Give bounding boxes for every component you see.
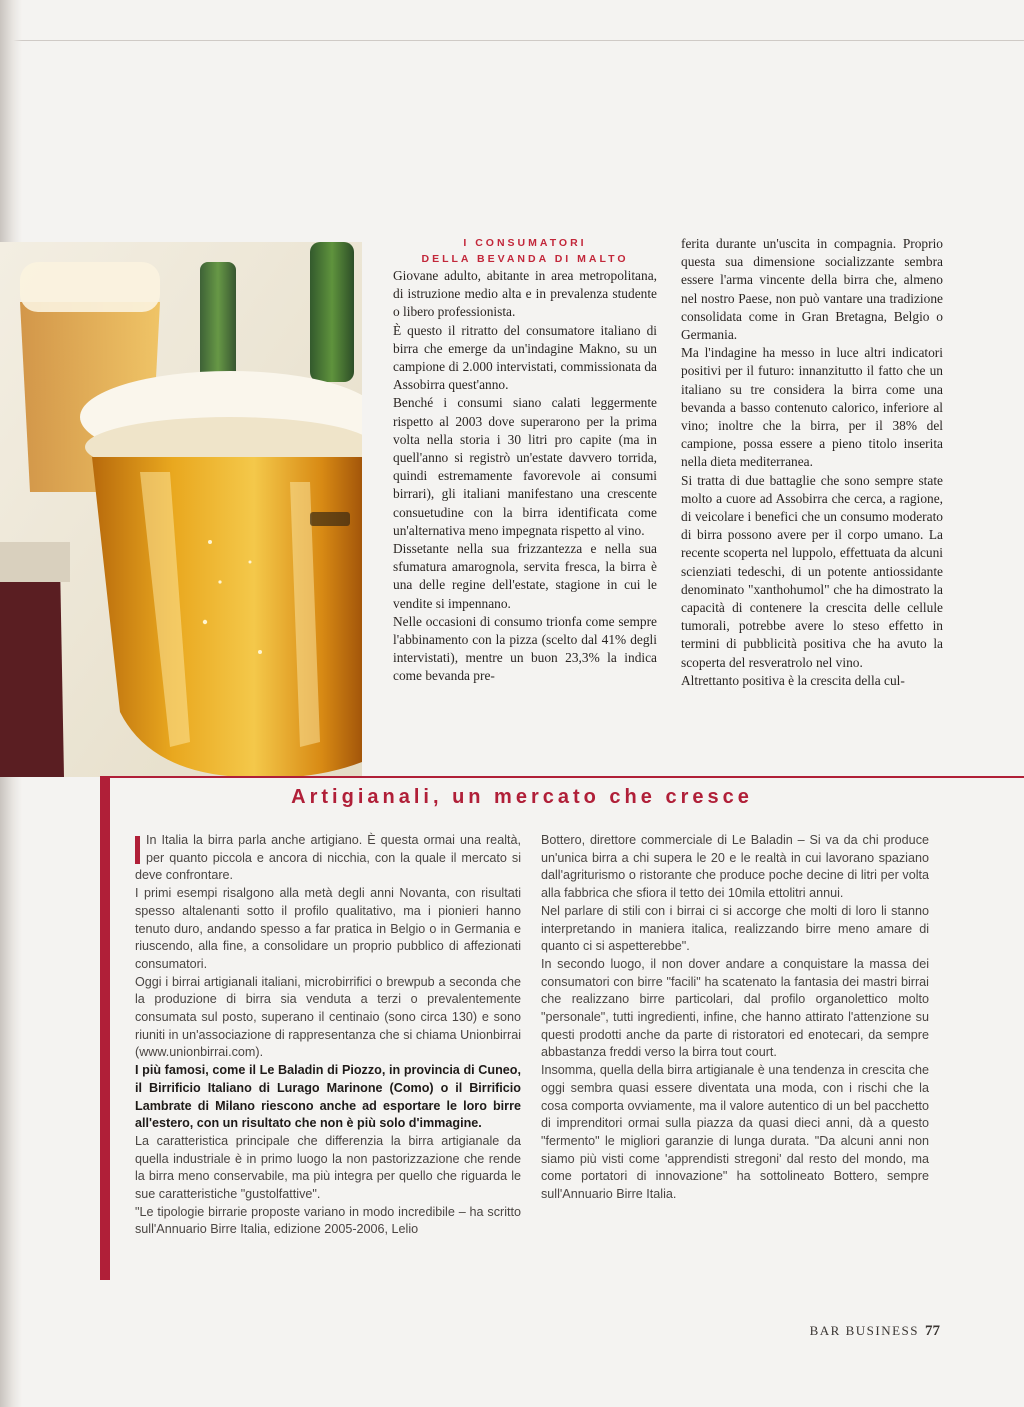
article-paragraph: Nelle occasioni di consumo trionfa come sempre l'abbinamento con la pizza (scelto dal 41% degli intervistati), mentre un buon 23,3% la indica come bevanda pre- <box>393 613 657 684</box>
kicker-line-2: DELLA BEVANDA DI MALTO <box>421 253 629 265</box>
sidebar-paragraph-bold: I più famosi, come il Le Baladin di Piozzo, in provincia di Cuneo, il Birrificio Italiano di Lurago Marinone (Como) o il Birrificio Lambrate di Milano riescono anche ad esportare le loro birre all'estero, con un risultato che non è più solo d'immagine. <box>135 1063 521 1131</box>
article-column-right <box>681 235 943 690</box>
article-paragraph: Si tratta di due battaglie che sono sempre state molto a cuore ad Assobirra che cerca, a ragione, di veicolare i benefici che un consumo moderato di birra possono avere per il corpo umano. La recente scoperta nel luppolo, effettuata da alcuni scienziati tedeschi, di un potente antiossidante denominato "xanthohumol" che ha dimostrato la capacità di contenere la crescita delle cellule tumorali, potrebbe avere lo steso effetto in termini di pubblicità positiva che ha avuto la scoperta del resveratrolo nel vino. <box>681 472 943 670</box>
sidebar-title: Artigianali, un mercato che cresce <box>291 786 753 808</box>
sidebar-paragraph: Insomma, quella della birra artigianale è una tendenza in crescita che oggi sembra quasi essere diventata una moda, con i rischi che la cosa comporta ovviamente, ma il valore autentico di un bel pacchetto di imprenditori ormai sulla piazza da quasi dieci anni, dà a questo "fermento" le migliori garanzie di lunga durata. "Da alcuni anni non siamo più visti come 'apprendisti stregoni' dal resto del mondo, ma come portatori di innovazione" ha sottolineato Bottero, sempre sull'Annuario Birre Italia. <box>541 1063 929 1202</box>
page-footer <box>790 1323 940 1340</box>
beer-glasses-photo <box>0 242 362 777</box>
dropcap-marker <box>135 836 140 864</box>
article-paragraph: Ma l'indagine ha messo in luce altri indicatori positivi per il futuro: innanzitutto il fatto che un italiano su tre considera la birra come una bevanda a basso contenuto calorico, inferiore al vino; inoltre che la birra, per il 38% del campione, possa essere a pieno titolo inserita nella dieta mediterranea. <box>681 345 943 470</box>
sidebar-paragraph: Bottero, direttore commerciale di Le Baladin – Si va da chi produce un'unica birra a chi supera le 20 e le realtà in cui lavorano spaziano dall'agriturismo o ristorante che produce poche decine di litri per volta alla fabbrica che sfiora il tetto dei 10mila ettolitri annui. <box>541 833 929 901</box>
sidebar-paragraph: "Le tipologie birrarie proposte variano in modo incredibile – ha scritto sull'Annuario Birre Italia, edizione 2005-2006, Lelio <box>135 1204 521 1237</box>
sidebar-paragraph: I primi esempi risalgono alla metà degli anni Novanta, con risultati spesso altalenanti sotto il profilo qualitativo, ma i pionieri hanno tenuto duro, andando spesso a far pratica in Belgio o in Germania e riuscendo, alla fine, a consolidare un proprio pubblico di affezionati consumatori. <box>135 886 521 971</box>
article-paragraph: Giovane adulto, abitante in area metropolitana, di istruzione medio alta e in prevalenza studente o libero professionista. <box>393 268 657 320</box>
sidebar-paragraph: La caratteristica principale che differenzia la birra artigianale da quella industriale è in primo luogo la non pastorizzazione che rende la birra meno conservabile, ma più integra per quello che riguarda le sue caratteristiche "gustolfattive". <box>135 1133 521 1202</box>
kicker-line-1: I CONSUMATORI <box>463 237 587 249</box>
sidebar-paragraph: In Italia la birra parla anche artigiano. È questa ormai una realtà, per quanto piccola e ancora di nicchia, con la quale il mercato si deve confrontare. <box>135 833 521 883</box>
sidebar-accent-bar <box>100 776 110 1280</box>
article-paragraph: Dissetante nella sua frizzantezza e nella sua sfumatura amarognola, servita fresca, la birra è una delle regine dell'estate, stagione in cui le vendite si impennano. <box>393 541 657 611</box>
article-paragraph: ferita durante un'uscita in compagnia. Proprio questa sua dimensione socializzante sembra essere l'arma vincente della birra che, almeno nel nostro Paese, non può vantare una tradizione consolidata come in Gran Bretagna, Belgio o Germania. <box>681 236 943 343</box>
sidebar-column-right <box>541 832 929 1204</box>
article-paragraph: Benché i consumi siano calati leggermente rispetto al 2003 dove superarono per la prima volta nella storia i 30 litri pro capite (ma in quell'anno si registrò un'estate davvero torrida, quindi estremamente favorevole ai consumi birrari), gli italiani manifestano una crescente consuetudine con la birra identificata come un'alternativa meno impegnata rispetto al vino. <box>393 395 657 538</box>
article-column-left <box>393 235 657 686</box>
sidebar-paragraph: Nel parlare di stili con i birrai ci si accorge che molti di loro li stanno interpretando in maniera italica, realizzando birre meno amare di quanto ci si aspetterebbe". <box>541 903 929 954</box>
magazine-name: BAR BUSINESS <box>809 1323 919 1338</box>
sidebar-paragraph: In secondo luogo, il non dover andare a conquistare la massa dei consumatori con birre "facili" ha scatenato la fantasia dei mastri birrai che realizzano birre particolari, dal profilo organolettico molto "personale", tutti ingredienti, infine, che hanno attirato l'attenzione su questi prodotti anche da parte di ristoratori ed enotecari, da sempre abbastanza freddi verso la birra tout court. <box>541 956 929 1060</box>
article-paragraph: È questo il ritratto del consumatore italiano di birra che emerge da un'indagine Makno, su un campione di 2.000 intervistati, commissionata da Assobirra quest'anno. <box>393 322 657 393</box>
page-top-rule <box>0 40 1024 41</box>
sidebar-column-left <box>135 832 521 1239</box>
page-number: 77 <box>925 1323 940 1339</box>
article-kicker <box>393 235 657 267</box>
article-paragraph: Altrettanto positiva è la crescita della cul- <box>681 672 905 688</box>
sidebar-top-rule <box>100 776 1024 778</box>
beer-glasses-illustration <box>0 242 362 777</box>
sidebar-paragraph: Oggi i birrai artigianali italiani, microbirrifici o brewpub a seconda che la produzione di birra sia venduta a terzi o prevalentemente consumata sul posto, superano il centinaio (sono circa 130) e sono riuniti in un'associazione di rappresentanza che si chiama Unionbirrai (www.unionbirrai.com). <box>135 974 521 1060</box>
